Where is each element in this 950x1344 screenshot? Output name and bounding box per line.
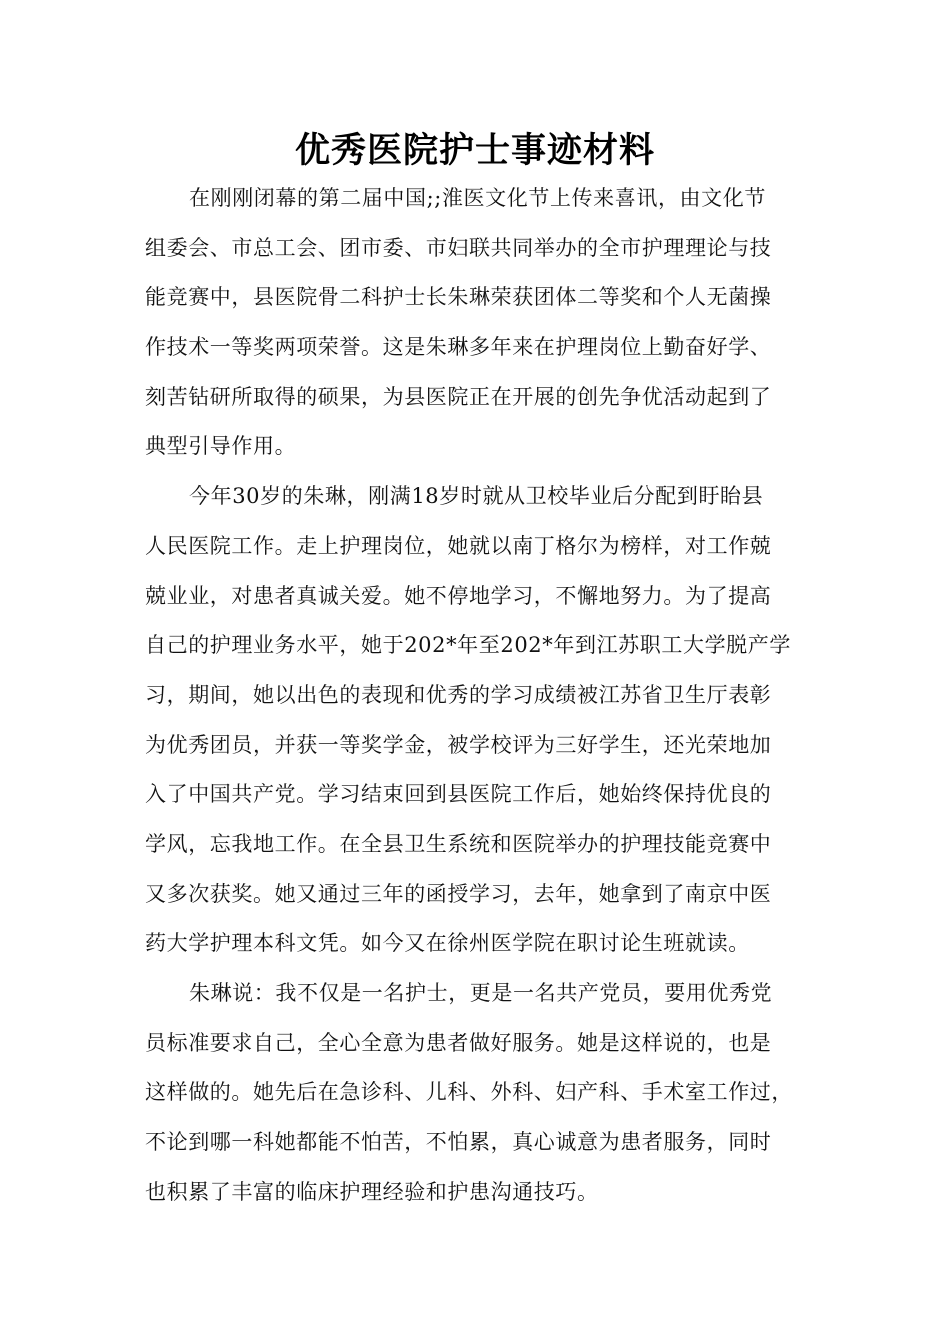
text-line: 学风，忘我地工作。在全县卫生系统和医院举办的护理技能竞赛中 xyxy=(145,831,772,856)
text-line: 也积累了丰富的临床护理经验和护患沟通技巧。 xyxy=(145,1179,599,1204)
text-line: 习，期间，她以出色的表现和优秀的学习成绩被江苏省卫生厅表彰 xyxy=(145,682,772,707)
text-line: 组委会、市总工会、团市委、市妇联共同举办的全市护理理论与技 xyxy=(145,235,772,260)
text-line: 又多次获奖。她又通过三年的函授学习，去年，她拿到了南京中医 xyxy=(145,881,772,906)
paragraph-1 xyxy=(145,174,810,472)
text-line: 这样做的。她先后在急诊科、儿科、外科、妇产科、手术室工作过， xyxy=(145,1080,793,1105)
text-line: 朱琳说：我不仅是一名护士，更是一名共产党员，要用优秀党 xyxy=(189,981,773,1005)
paragraph-3 xyxy=(145,969,810,1217)
text-line: 能竞赛中，县医院骨二科护士长朱琳荣获团体二等奖和个人无菌操 xyxy=(145,285,772,310)
text-line: 兢业业，对患者真诚关爱。她不停地学习，不懈地努力。为了提高 xyxy=(145,583,772,608)
text-line: 自己的护理业务水平，她于202*年至202*年到江苏职工大学脱产学 xyxy=(145,633,791,658)
text-line: 药大学护理本科文凭。如今又在徐州医学院在职讨论生班就读。 xyxy=(145,931,750,956)
document-body xyxy=(145,174,810,1217)
text-line: 今年30岁的朱琳，刚满18岁时就从卫校毕业后分配到盱眙县 xyxy=(189,484,764,509)
text-line: 为优秀团员，并获一等奖学金，被学校评为三好学生，还光荣地加 xyxy=(145,732,772,757)
text-line: 人民医院工作。走上护理岗位，她就以南丁格尔为榜样，对工作兢 xyxy=(145,533,772,558)
document-title: 优秀医院护士事迹材料 xyxy=(294,130,655,171)
text-line: 在刚刚闭幕的第二届中国;;淮医文化节上传来喜讯，由文化节 xyxy=(189,186,766,210)
text-line: 典型引导作用。 xyxy=(145,434,297,459)
text-line: 不论到哪一科她都能不怕苦，不怕累，真心诚意为患者服务，同时 xyxy=(145,1130,772,1155)
text-line: 员标准要求自己，全心全意为患者做好服务。她是这样说的，也是 xyxy=(145,1030,772,1055)
text-line: 作技术一等奖两项荣誉。这是朱琳多年来在护理岗位上勤奋好学、 xyxy=(145,335,772,360)
text-line: 入了中国共产党。学习结束回到县医院工作后，她始终保持优良的 xyxy=(145,782,772,807)
paragraph-2 xyxy=(145,472,810,969)
text-line: 刻苦钻研所取得的硕果，为县医院正在开展的创先争优活动起到了 xyxy=(145,384,772,409)
